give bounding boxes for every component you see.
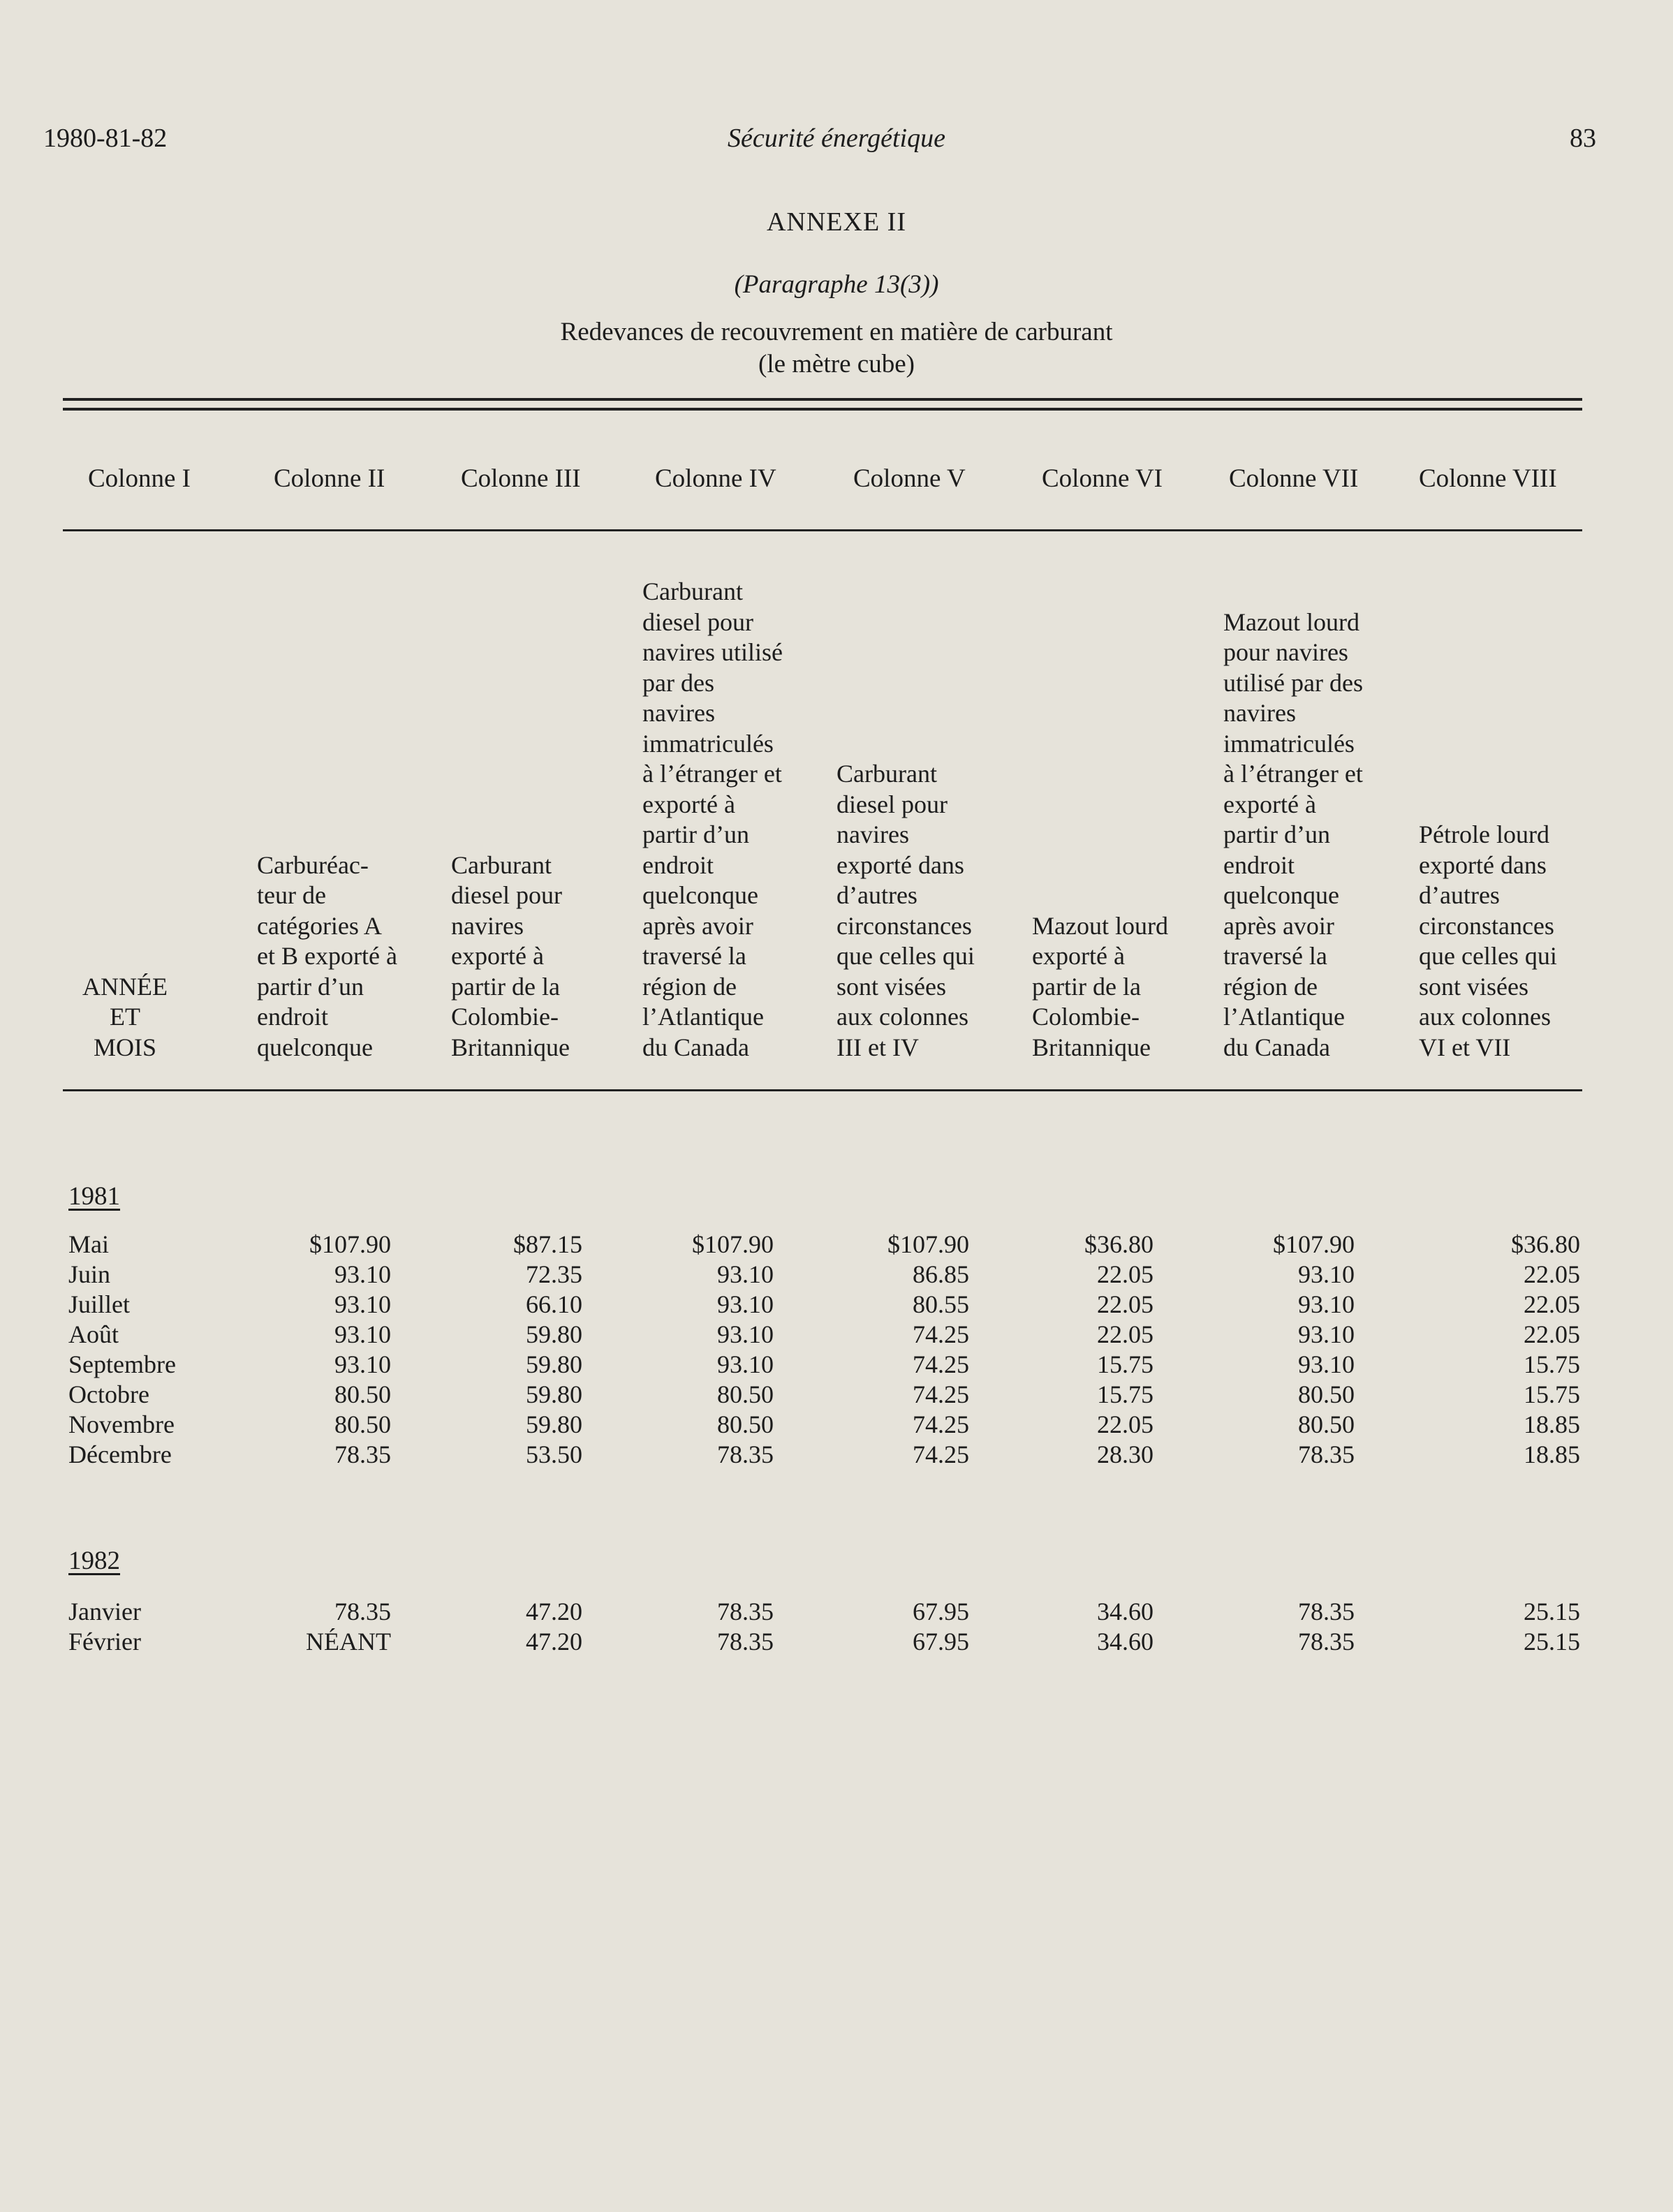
- cell-col6: $36.80: [1084, 1230, 1154, 1258]
- cell-col7: 80.50: [1298, 1410, 1355, 1438]
- table-row: [0, 1440, 1673, 1470]
- cell-col4: 80.50: [717, 1380, 774, 1408]
- cell-col3: 59.80: [526, 1320, 582, 1348]
- table-row: [0, 1260, 1673, 1290]
- cell-col2: 93.10: [334, 1350, 391, 1378]
- cell-col6: 15.75: [1097, 1350, 1154, 1378]
- row-month: Juillet: [68, 1290, 130, 1318]
- column-description-5: Carburant diesel pour navires exporté dans d’autres circonstances que celles qui sont visées aux colonnes III et IV: [836, 760, 975, 1061]
- cell-col6: 22.05: [1097, 1320, 1154, 1348]
- cell-col3: 47.20: [526, 1598, 582, 1625]
- cell-col4: 93.10: [717, 1320, 774, 1348]
- table-caption-unit: (le mètre cube): [758, 350, 915, 378]
- column-description-1: ANNÉE ET MOIS: [82, 972, 168, 1061]
- cell-col2: 93.10: [334, 1290, 391, 1318]
- running-header-title: Sécurité énergétique: [728, 124, 945, 153]
- cell-col6: 22.05: [1097, 1410, 1154, 1438]
- cell-col3: 59.80: [526, 1410, 582, 1438]
- column-heading-1: Colonne I: [88, 464, 191, 493]
- table-row: [0, 1230, 1673, 1260]
- cell-col5: 74.25: [913, 1320, 969, 1348]
- column-description-6: Mazout lourd exporté à partir de la Colombie- Britannique: [1032, 911, 1168, 1061]
- table-row: [0, 1380, 1673, 1410]
- column-heading-8: Colonne VIII: [1419, 464, 1557, 493]
- cell-col8: 15.75: [1524, 1350, 1580, 1378]
- row-month: Mai: [68, 1230, 109, 1258]
- column-description-3: Carburant diesel pour navires exporté à partir de la Colombie- Britannique: [451, 850, 570, 1061]
- cell-col7: 80.50: [1298, 1380, 1355, 1408]
- cell-col3: 47.20: [526, 1628, 582, 1656]
- cell-col2: 80.50: [334, 1410, 391, 1438]
- cell-col6: 28.30: [1097, 1440, 1154, 1468]
- cell-col3: 59.80: [526, 1350, 582, 1378]
- column-description-2: Carburéac- teur de catégories A et B exporté à partir d’un endroit quelconque: [257, 850, 397, 1061]
- cell-col8: 18.85: [1524, 1410, 1580, 1438]
- cell-col7: 93.10: [1298, 1260, 1355, 1288]
- cell-col7: 93.10: [1298, 1350, 1355, 1378]
- table-row: [0, 1350, 1673, 1380]
- cell-col4: 80.50: [717, 1410, 774, 1438]
- body-rule: [63, 1089, 1582, 1091]
- heading-rule: [63, 529, 1582, 531]
- paragraph-reference: (Paragraphe 13(3)): [734, 270, 939, 299]
- cell-col8: 18.85: [1524, 1440, 1580, 1468]
- cell-col7: 78.35: [1298, 1628, 1355, 1656]
- cell-col2: 80.50: [334, 1380, 391, 1408]
- cell-col7: 93.10: [1298, 1290, 1355, 1318]
- cell-col2: $107.90: [309, 1230, 391, 1258]
- row-month: Septembre: [68, 1350, 176, 1378]
- column-heading-7: Colonne VII: [1229, 464, 1359, 493]
- top-double-rule-1: [63, 398, 1582, 401]
- row-month: Octobre: [68, 1380, 149, 1408]
- column-heading-4: Colonne IV: [655, 464, 776, 493]
- cell-col8: 25.15: [1524, 1628, 1580, 1656]
- row-month: Janvier: [68, 1598, 141, 1625]
- column-heading-3: Colonne III: [461, 464, 581, 493]
- cell-col3: 72.35: [526, 1260, 582, 1288]
- column-description-4: Carburant diesel pour navires utilisé par des navires immatriculés à l’étranger et exporté à partir d’un endroit quelconque après avoir traversé la région de l’Atlantique du Canada: [642, 577, 783, 1061]
- running-header-years: 1980-81-82: [43, 124, 168, 153]
- column-description-7: Mazout lourd pour navires utilisé par des navires immatriculés à l’étranger et exporté à partir d’un endroit quelconque après avoir traversé la région de l’Atlantique du Canada: [1223, 607, 1363, 1061]
- cell-col5: 74.25: [913, 1350, 969, 1378]
- cell-col5: 74.25: [913, 1440, 969, 1468]
- cell-col2: 93.10: [334, 1260, 391, 1288]
- row-month: Août: [68, 1320, 119, 1348]
- table-row: [0, 1597, 1673, 1628]
- table-row: [0, 1627, 1673, 1658]
- cell-col7: 78.35: [1298, 1598, 1355, 1625]
- annex-title: ANNEXE II: [766, 207, 906, 237]
- cell-col4: 93.10: [717, 1350, 774, 1378]
- cell-col6: 15.75: [1097, 1380, 1154, 1408]
- cell-col8: 22.05: [1524, 1290, 1580, 1318]
- column-heading-6: Colonne VI: [1042, 464, 1163, 493]
- cell-col5: 67.95: [913, 1598, 969, 1625]
- cell-col5: 86.85: [913, 1260, 969, 1288]
- cell-col7: 93.10: [1298, 1320, 1355, 1348]
- cell-col8: 25.15: [1524, 1598, 1580, 1625]
- column-heading-5: Colonne V: [853, 464, 966, 493]
- table-caption: Redevances de recouvrement en matière de carburant: [560, 318, 1113, 346]
- table-row: [0, 1290, 1673, 1320]
- cell-col8: 22.05: [1524, 1260, 1580, 1288]
- cell-col6: 22.05: [1097, 1290, 1154, 1318]
- cell-col8: 22.05: [1524, 1320, 1580, 1348]
- cell-col2: 93.10: [334, 1320, 391, 1348]
- cell-col5: $107.90: [887, 1230, 969, 1258]
- year-heading-1981: 1981: [68, 1182, 120, 1211]
- table-row: [0, 1320, 1673, 1350]
- row-month: Juin: [68, 1260, 111, 1288]
- cell-col7: 78.35: [1298, 1440, 1355, 1468]
- cell-col3: 53.50: [526, 1440, 582, 1468]
- cell-col5: 74.25: [913, 1380, 969, 1408]
- cell-col8: $36.80: [1511, 1230, 1580, 1258]
- row-month: Décembre: [68, 1440, 172, 1468]
- row-month: Novembre: [68, 1410, 175, 1438]
- cell-col4: $107.90: [692, 1230, 774, 1258]
- table-row: [0, 1410, 1673, 1440]
- cell-col4: 93.10: [717, 1290, 774, 1318]
- cell-col4: 78.35: [717, 1598, 774, 1625]
- cell-col4: 78.35: [717, 1440, 774, 1468]
- cell-col6: 34.60: [1097, 1628, 1154, 1656]
- cell-col3: 59.80: [526, 1380, 582, 1408]
- cell-col6: 22.05: [1097, 1260, 1154, 1288]
- cell-col4: 93.10: [717, 1260, 774, 1288]
- cell-col7: $107.90: [1273, 1230, 1355, 1258]
- cell-col4: 78.35: [717, 1628, 774, 1656]
- column-description-8: Pétrole lourd exporté dans d’autres circonstances que celles qui sont visées aux colonnes VI et VII: [1419, 820, 1557, 1061]
- year-heading-1982: 1982: [68, 1547, 120, 1575]
- cell-col5: 67.95: [913, 1628, 969, 1656]
- cell-col2: NÉANT: [306, 1628, 391, 1656]
- column-heading-2: Colonne II: [274, 464, 385, 493]
- top-double-rule-2: [63, 408, 1582, 411]
- cell-col5: 80.55: [913, 1290, 969, 1318]
- cell-col5: 74.25: [913, 1410, 969, 1438]
- page-number: 83: [1570, 124, 1596, 153]
- cell-col8: 15.75: [1524, 1380, 1580, 1408]
- cell-col2: 78.35: [334, 1440, 391, 1468]
- cell-col3: $87.15: [513, 1230, 582, 1258]
- cell-col3: 66.10: [526, 1290, 582, 1318]
- row-month: Février: [68, 1628, 141, 1656]
- cell-col6: 34.60: [1097, 1598, 1154, 1625]
- cell-col2: 78.35: [334, 1598, 391, 1625]
